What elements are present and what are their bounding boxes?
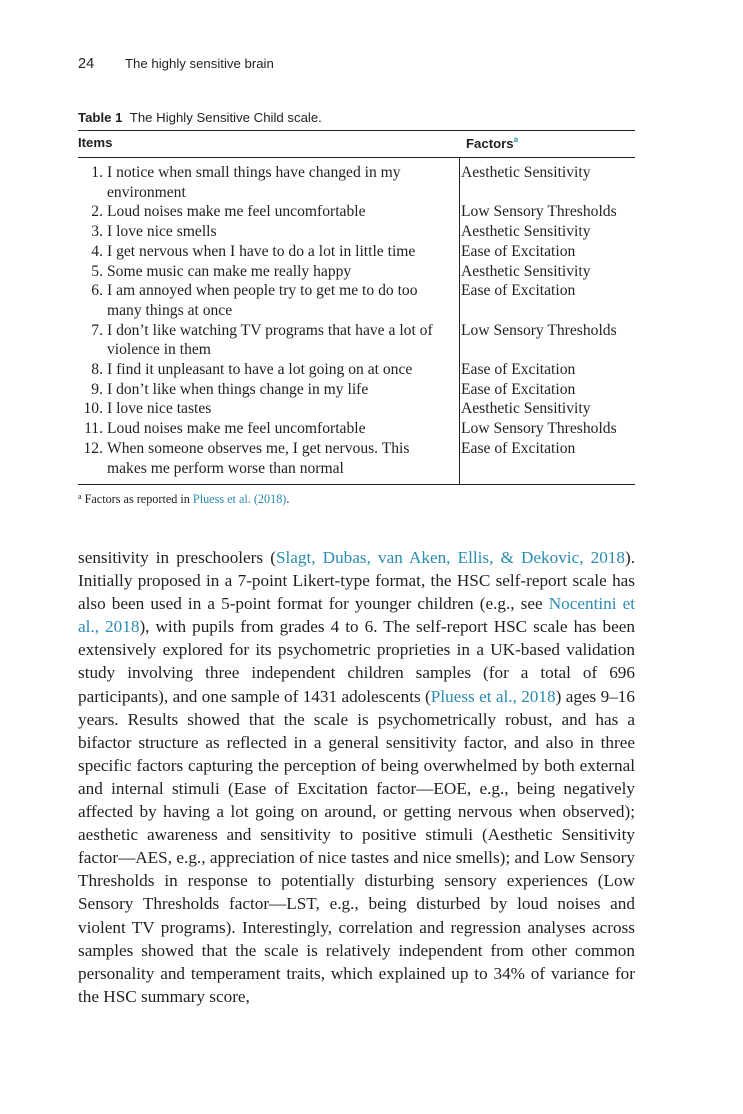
item-number: 3. (91, 223, 103, 241)
page-number: 24 (78, 56, 95, 72)
table-body (78, 163, 635, 478)
item-factor: Ease of Excitation (461, 282, 576, 300)
item-factor: Low Sensory Thresholds (461, 203, 617, 221)
body-text-segment: ), with pupils from grades 4 to 6. The self-report HSC scale has been extensively explored for its psychometric proprieties in a UK-based validation study involving three independent children samples (for a total of 696 participants), and one sample of 1431 adolescents ( (78, 617, 635, 706)
item-text: I find it unpleasant to have a lot going on at once (107, 361, 413, 379)
table-row (78, 163, 635, 202)
column-header-factors-label: Factors (466, 136, 514, 151)
book-title: The highly sensitive brain (125, 56, 274, 71)
table-row (78, 242, 635, 262)
body-paragraph (78, 546, 635, 1008)
table-bottom-rule (78, 484, 635, 485)
item-number: 7. (91, 321, 103, 339)
item-text: I love nice smells (107, 223, 217, 241)
table-row (78, 439, 635, 478)
item-text: Loud noises make me feel uncomfortable (107, 420, 366, 438)
column-header-items: Items (78, 135, 113, 150)
citation-link-pluess[interactable]: Pluess et al., 2018 (430, 686, 556, 706)
item-number: 11. (84, 420, 103, 438)
item-factor: Low Sensory Thresholds (461, 420, 617, 438)
item-number: 4. (91, 242, 103, 260)
item-number: 2. (91, 203, 103, 221)
item-number: 10. (83, 400, 103, 418)
footnote-end: . (286, 492, 290, 506)
table-row (78, 360, 635, 380)
table-row (78, 399, 635, 419)
table-header-rule (78, 157, 635, 158)
item-text: I notice when small things have changed in my environment (107, 164, 401, 201)
table-row (78, 321, 635, 360)
item-factor: Low Sensory Thresholds (461, 321, 617, 339)
item-text: I don’t like watching TV programs that have a lot of violence in them (107, 321, 433, 359)
body-text-segment: sensitivity in preschoolers ( (78, 548, 276, 567)
column-header-factors (466, 135, 518, 151)
body-text-segment: ). Initially proposed in a 7-point Likert-type format, the HSC self-report scale has also been used in a 5-point format for younger children (e.g., see (78, 548, 636, 614)
table-row (78, 222, 635, 242)
item-text: I love nice tastes (107, 400, 212, 418)
citation-link-slagt[interactable]: Slagt, Dubas, van Aken, Ellis, & Dekovic, 2018 (275, 548, 625, 567)
item-number: 9. (91, 380, 103, 398)
table-row (78, 419, 635, 439)
table-top-rule (78, 130, 635, 131)
running-head (78, 56, 274, 72)
item-factor: Ease of Excitation (461, 361, 576, 379)
body-text-segment: ) ages 9–16 years. Results showed that the scale is psychometrically robust, and has a bifactor structure as reflected in a general sensitivity factor, and also in three specific factors capturing the perception of being overwhelmed by both external and internal stimuli (Ease of Excitation factor—EOE, e.g., being negatively affected by having a lot going on around, or getting nervous when observed); aesthetic awareness and sensitivity to positive stimuli (Aesthetic Sensitivity factor—AES, e.g., appreciation of nice tastes and nice smells); and Low Sensory Thresholds in response to potentially disturbing sensory experiences (Low Sensory Thresholds factor—LST, e.g., being disturbed by loud noises and violent TV programs). Interestingly, correlation and regression analyses across samples showed that the scale is relatively independent from other common personality and temperament traits, which explained up to 34% of variance for the HSC summary score, (78, 686, 635, 1006)
item-number: 5. (91, 262, 103, 280)
item-factor: Aesthetic Sensitivity (461, 262, 591, 280)
item-factor: Ease of Excitation (461, 439, 576, 457)
item-number: 12. (83, 439, 103, 457)
item-text: When someone observes me, I get nervous. This makes me perform worse than normal (107, 439, 410, 477)
item-number: 6. (91, 282, 103, 300)
item-text: Some music can make me really happy (107, 262, 352, 280)
item-factor: Aesthetic Sensitivity (461, 400, 591, 418)
citation-link-nocentini[interactable]: Nocentini et al., 2018 (78, 594, 635, 637)
hsc-table (78, 130, 635, 486)
footnote-mark: a (513, 135, 519, 144)
table-row (78, 262, 635, 282)
item-factor: Aesthetic Sensitivity (461, 223, 591, 241)
footnote-mark: a (78, 492, 82, 501)
item-number: 1. (91, 164, 103, 181)
item-text: Loud noises make me feel uncomfortable (107, 203, 366, 221)
table-row (78, 202, 635, 222)
item-text: I don’t like when things change in my life (107, 380, 369, 398)
table-row (78, 380, 635, 400)
table-caption-title: The Highly Sensitive Child scale. (129, 110, 322, 125)
table-footnote (78, 492, 289, 507)
item-text: I get nervous when I have to do a lot in little time (107, 242, 416, 260)
item-factor: Ease of Excitation (461, 380, 576, 398)
footnote-citation-link[interactable]: Pluess et al. (2018) (192, 492, 287, 506)
item-factor: Aesthetic Sensitivity (461, 164, 591, 181)
item-text: I am annoyed when people try to get me to do too many things at once (107, 282, 418, 319)
table-caption (78, 110, 322, 125)
table-caption-number: Table 1 (78, 110, 123, 125)
footnote-text: Factors as reported in (84, 492, 193, 506)
table-row (78, 281, 635, 320)
item-factor: Ease of Excitation (461, 242, 576, 260)
item-number: 8. (91, 361, 103, 379)
